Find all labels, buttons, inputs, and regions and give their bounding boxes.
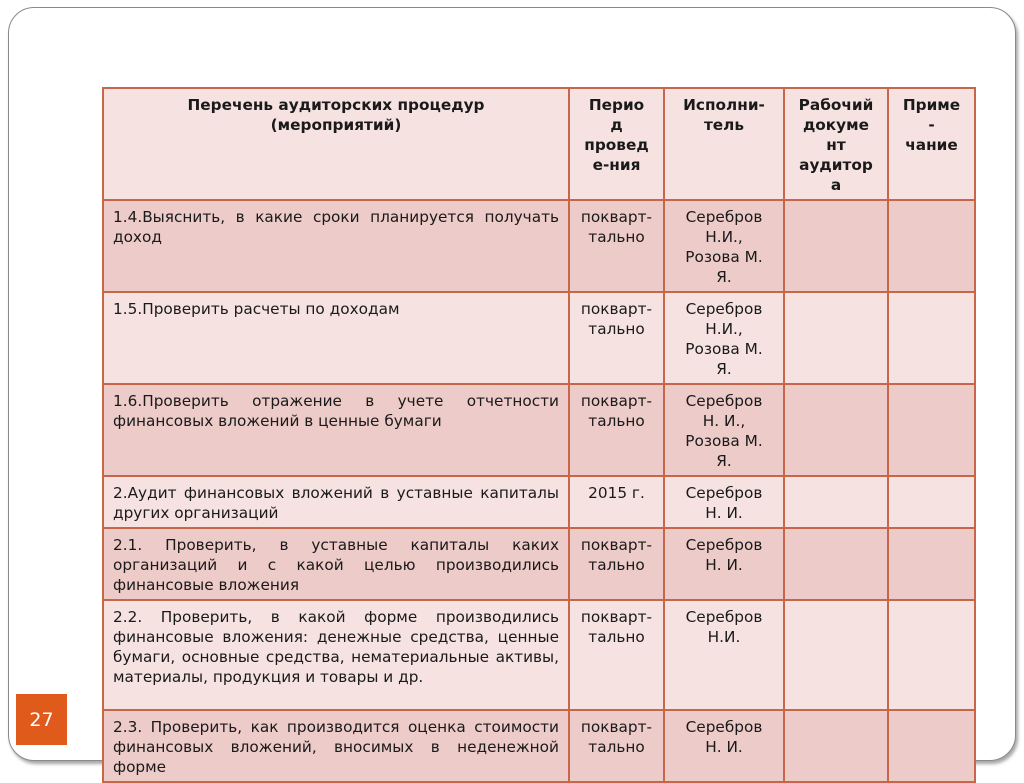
procedure-cell: 1.5.Проверить расчеты по доходам	[103, 292, 569, 384]
executor-cell: Серебров Н.И., Розова М. Я.	[664, 292, 784, 384]
period-cell: 2015 г.	[569, 476, 664, 528]
working-doc-cell	[784, 600, 888, 710]
table-row	[103, 476, 975, 528]
working-doc-cell	[784, 384, 888, 476]
executor-cell: Серебров Н.И., Розова М. Я.	[664, 200, 784, 292]
working-doc-cell	[784, 528, 888, 600]
table-row	[103, 200, 975, 292]
header-note: Приме - чание	[888, 88, 975, 200]
procedure-cell: 2.Аудит финансовых вложений в уставные капиталы других организаций	[103, 476, 569, 528]
note-cell	[888, 384, 975, 476]
procedure-cell: 2.3. Проверить, как производится оценка стоимости финансовых вложений, вносимых в неденежной форме	[103, 710, 569, 782]
table-row	[103, 710, 975, 782]
note-cell	[888, 200, 975, 292]
table-row	[103, 384, 975, 476]
working-doc-cell	[784, 710, 888, 782]
note-cell	[888, 476, 975, 528]
note-cell	[888, 292, 975, 384]
header-executor: Исполни- тель	[664, 88, 784, 200]
note-cell	[888, 600, 975, 710]
procedure-cell: 1.6.Проверить отражение в учете отчетности финансовых вложений в ценные бумаги	[103, 384, 569, 476]
header-working-doc: Рабочий докуме нт аудитор а	[784, 88, 888, 200]
procedure-cell: 2.1. Проверить, в уставные капиталы каких организаций и с какой целью производились финансовые вложения	[103, 528, 569, 600]
header-procedures: Перечень аудиторских процедур (мероприятий)	[103, 88, 569, 200]
period-cell: покварт- тально	[569, 200, 664, 292]
working-doc-cell	[784, 292, 888, 384]
table-row	[103, 528, 975, 600]
executor-cell: Серебров Н. И.	[664, 476, 784, 528]
period-cell: покварт- тально	[569, 292, 664, 384]
procedure-cell: 1.4.Выяснить, в какие сроки планируется получать доход	[103, 200, 569, 292]
table-row	[103, 292, 975, 384]
working-doc-cell	[784, 200, 888, 292]
note-cell	[888, 528, 975, 600]
executor-cell: Серебров Н. И.	[664, 710, 784, 782]
period-cell: покварт- тально	[569, 600, 664, 710]
executor-cell: Серебров Н.И.	[664, 600, 784, 710]
audit-procedures-table	[102, 87, 976, 783]
working-doc-cell	[784, 476, 888, 528]
procedure-cell: 2.2. Проверить, в какой форме производились финансовые вложения: денежные средства, ценные бумаги, основные средства, нематериальные активы, материалы, продукция и товары и др.	[103, 600, 569, 710]
table-row	[103, 600, 975, 710]
executor-cell: Серебров Н. И.	[664, 528, 784, 600]
note-cell	[888, 710, 975, 782]
page-number-badge: 27	[16, 694, 67, 745]
header-period: Перио д провед е-ния	[569, 88, 664, 200]
period-cell: покварт- тально	[569, 528, 664, 600]
table-header-row	[103, 88, 975, 200]
period-cell: покварт- тально	[569, 710, 664, 782]
period-cell: покварт- тально	[569, 384, 664, 476]
executor-cell: Серебров Н. И., Розова М. Я.	[664, 384, 784, 476]
